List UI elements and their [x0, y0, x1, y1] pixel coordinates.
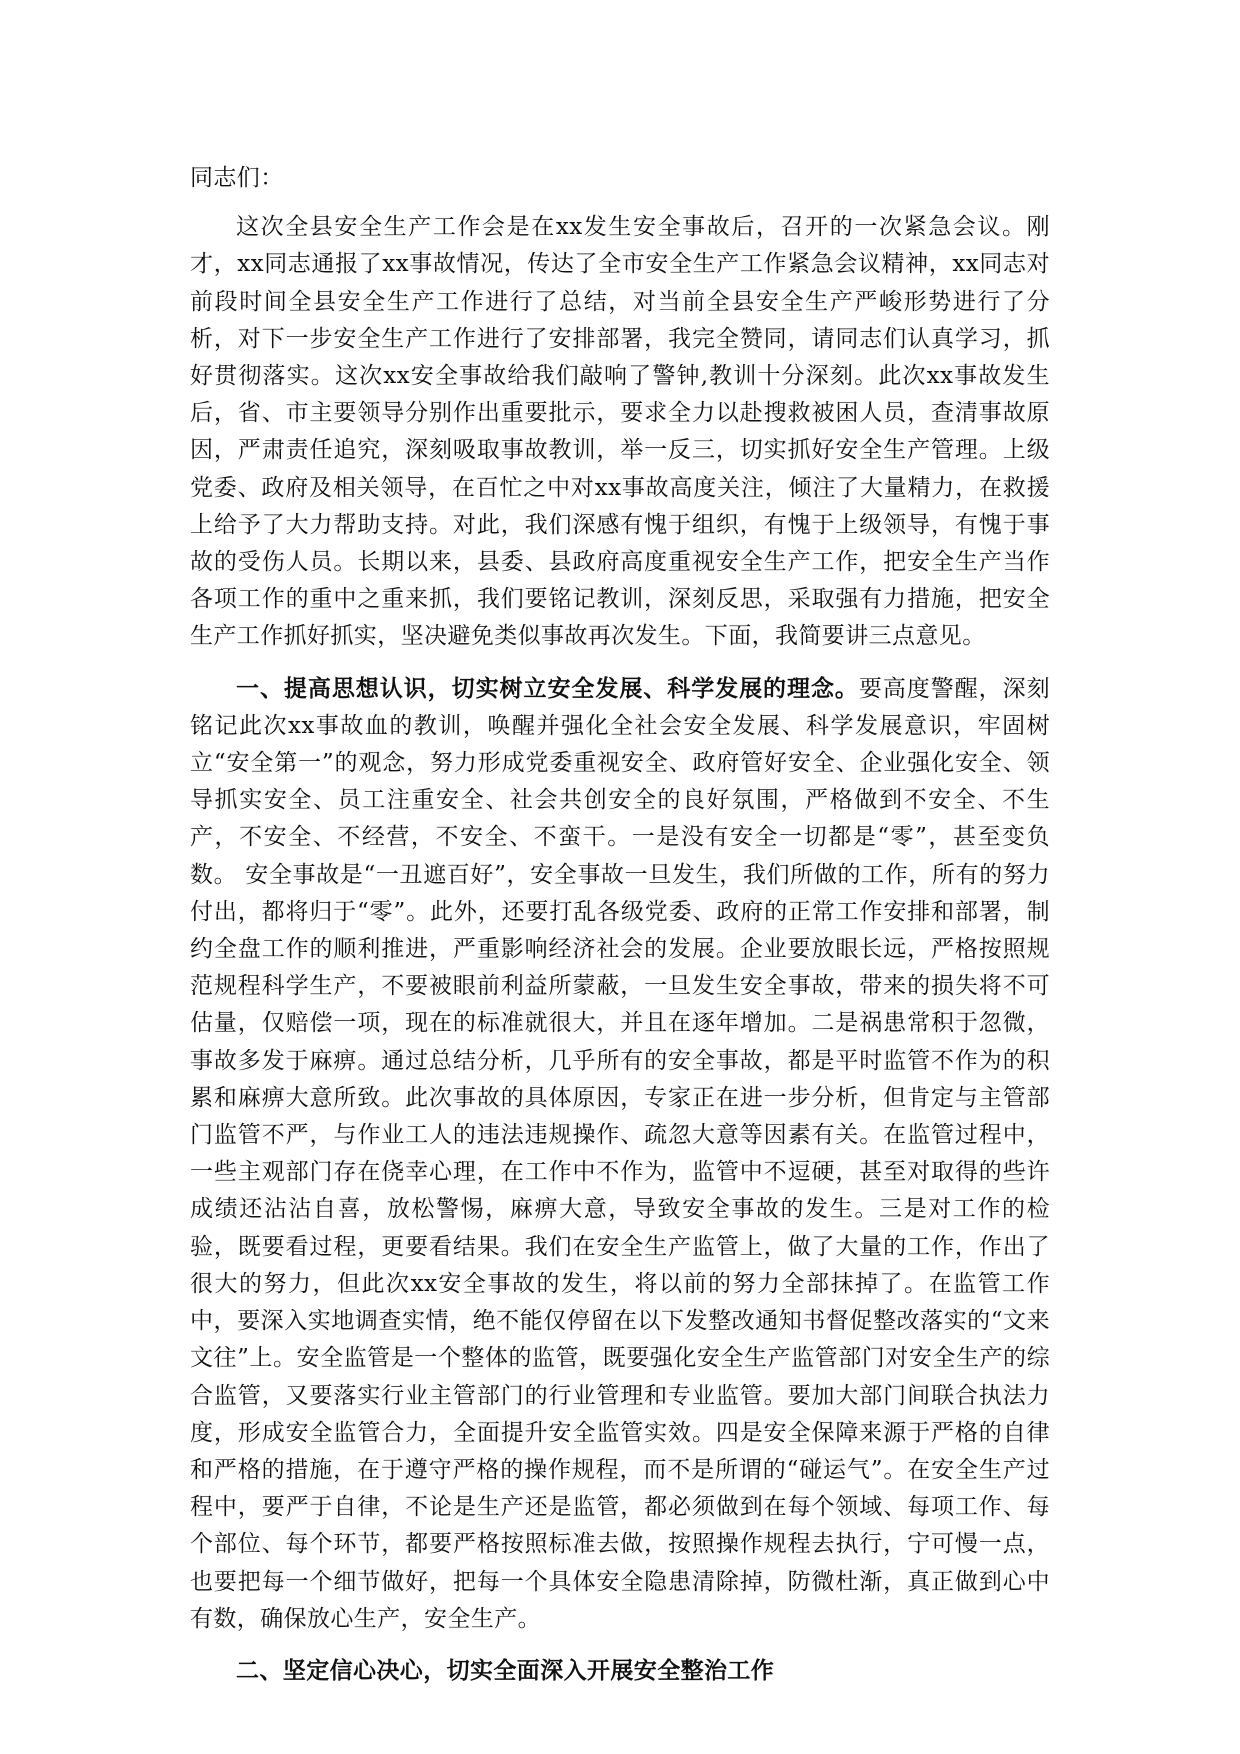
section-2-heading: 二、坚定信心决心，切实全面深入开展安全整治工作 [236, 1656, 775, 1684]
section-1-body: 要高度警醒，深刻铭记此次xx事故血的教训，唤醒并强化全社会安全发展、科学发展意识，牢固树立“安全第一”的观念，努力形成党委重视安全、政府管好安全、企业强化安全、领导抓实安全、员工注重安全、社会共创安全的良好氛围，严格做到不安全、不生产，不安全、不经营，不安全、不蛮干。一是没有安全一切都是“零”，甚至变负数。 安全事故是“一丑遮百好”，安全事故一旦发生，我们所做的工作，所有的努力付出，都将归于“零”。此外，还要打乱各级党委、政府的正常工作安排和部署，制约全盘工作的顺利推进，严重影响经济社会的发展。企业要放眼长远，严格按照规范规程科学生产，不要被眼前利益所蒙蔽，一旦发生安全事故，带来的损失将不可估量，仅赔偿一项，现在的标准就很大，并且在逐年增加。二是祸患常积于忽微，事故多发于麻痹。通过总结分析，几乎所有的安全事故，都是平时监管不作为的积累和麻痹大意所致。此次事故的具体原因，专家正在进一步分析，但肯定与主管部门监管不严，与作业工人的违法违规操作、疏忽大意等因素有关。在监管过程中，一些主观部门存在侥幸心理，在工作中不作为，监管中不逗硬，甚至对取得的些许成绩还沾沾自喜，放松警惕，麻痹大意，导致安全事故的发生。三是对工作的检验，既要看过程，更要看结果。我们在安全生产监管上，做了大量的工作，作出了很大的努力，但此次xx安全事故的发生，将以前的努力全部抹掉了。在监管工作中，要深入实地调查实情，绝不能仅停留在以下发整改通知书督促整改落实的“文来文往”上。安全监管是一个整体的监管，既要强化安全生产监管部门对安全生产的综合监管，又要落实行业主管部门的行业管理和专业监管。要加大部门间联合执法力度，形成安全监管合力，全面提升安全监管实效。四是安全保障来源于严格的自律和严格的措施，在于遵守严格的操作规程，而不是所谓的“碰运气”。在安全生产过程中，要严于自律，不论是生产还是监管，都必须做到在每个领域、每项工作、每个部位、每个环节，都要严格按照标准去做，按照操作规程去执行，宁可慢一点，也要把每一个细节做好，把每一个具体安全隐患清除掉，防微杜渐，真正做到心中有数，确保放心生产，安全生产。 [190, 675, 1050, 1632]
section-1-heading: 一、提高思想认识，切实树立安全发展、科学发展的理念。 [236, 674, 859, 702]
salutation: 同志们： [190, 165, 284, 191]
document-page [190, 160, 1050, 1689]
section-1-paragraph [190, 670, 1050, 1638]
intro-paragraph: 这次全县安全生产工作会是在xx发生安全事故后，召开的一次紧急会议。刚才，xx同志通报了xx事故情况，传达了全市安全生产工作紧急会议精神，xx同志对前段时间全县安全生产工作进行了总结，对当前全县安全生产严峻形势进行了分析，对下一步安全生产工作进行了安排部署，我完全赞同，请同志们认真学习，抓好贯彻落实。这次xx安全事故给我们敲响了警钟,教训十分深刻。此次xx事故发生后，省、市主要领导分别作出重要批示，要求全力以赴搜救被困人员，查清事故原因，严肃责任追究，深刻吸取事故教训，举一反三，切实抓好安全生产管理。上级党委、政府及相关领导，在百忙之中对xx事故高度关注，倾注了大量精力，在救援上给予了大力帮助支持。对此，我们深感有愧于组织，有愧于上级领导，有愧于事故的受伤人员。长期以来，县委、县政府高度重视安全生产工作，把安全生产当作各项工作的重中之重来抓，我们要铭记教训，深刻反思，采取强有力措施，把安全生产工作抓好抓实，坚决避免类似事故再次发生。下面，我简要讲三点意见。 [190, 214, 1050, 650]
